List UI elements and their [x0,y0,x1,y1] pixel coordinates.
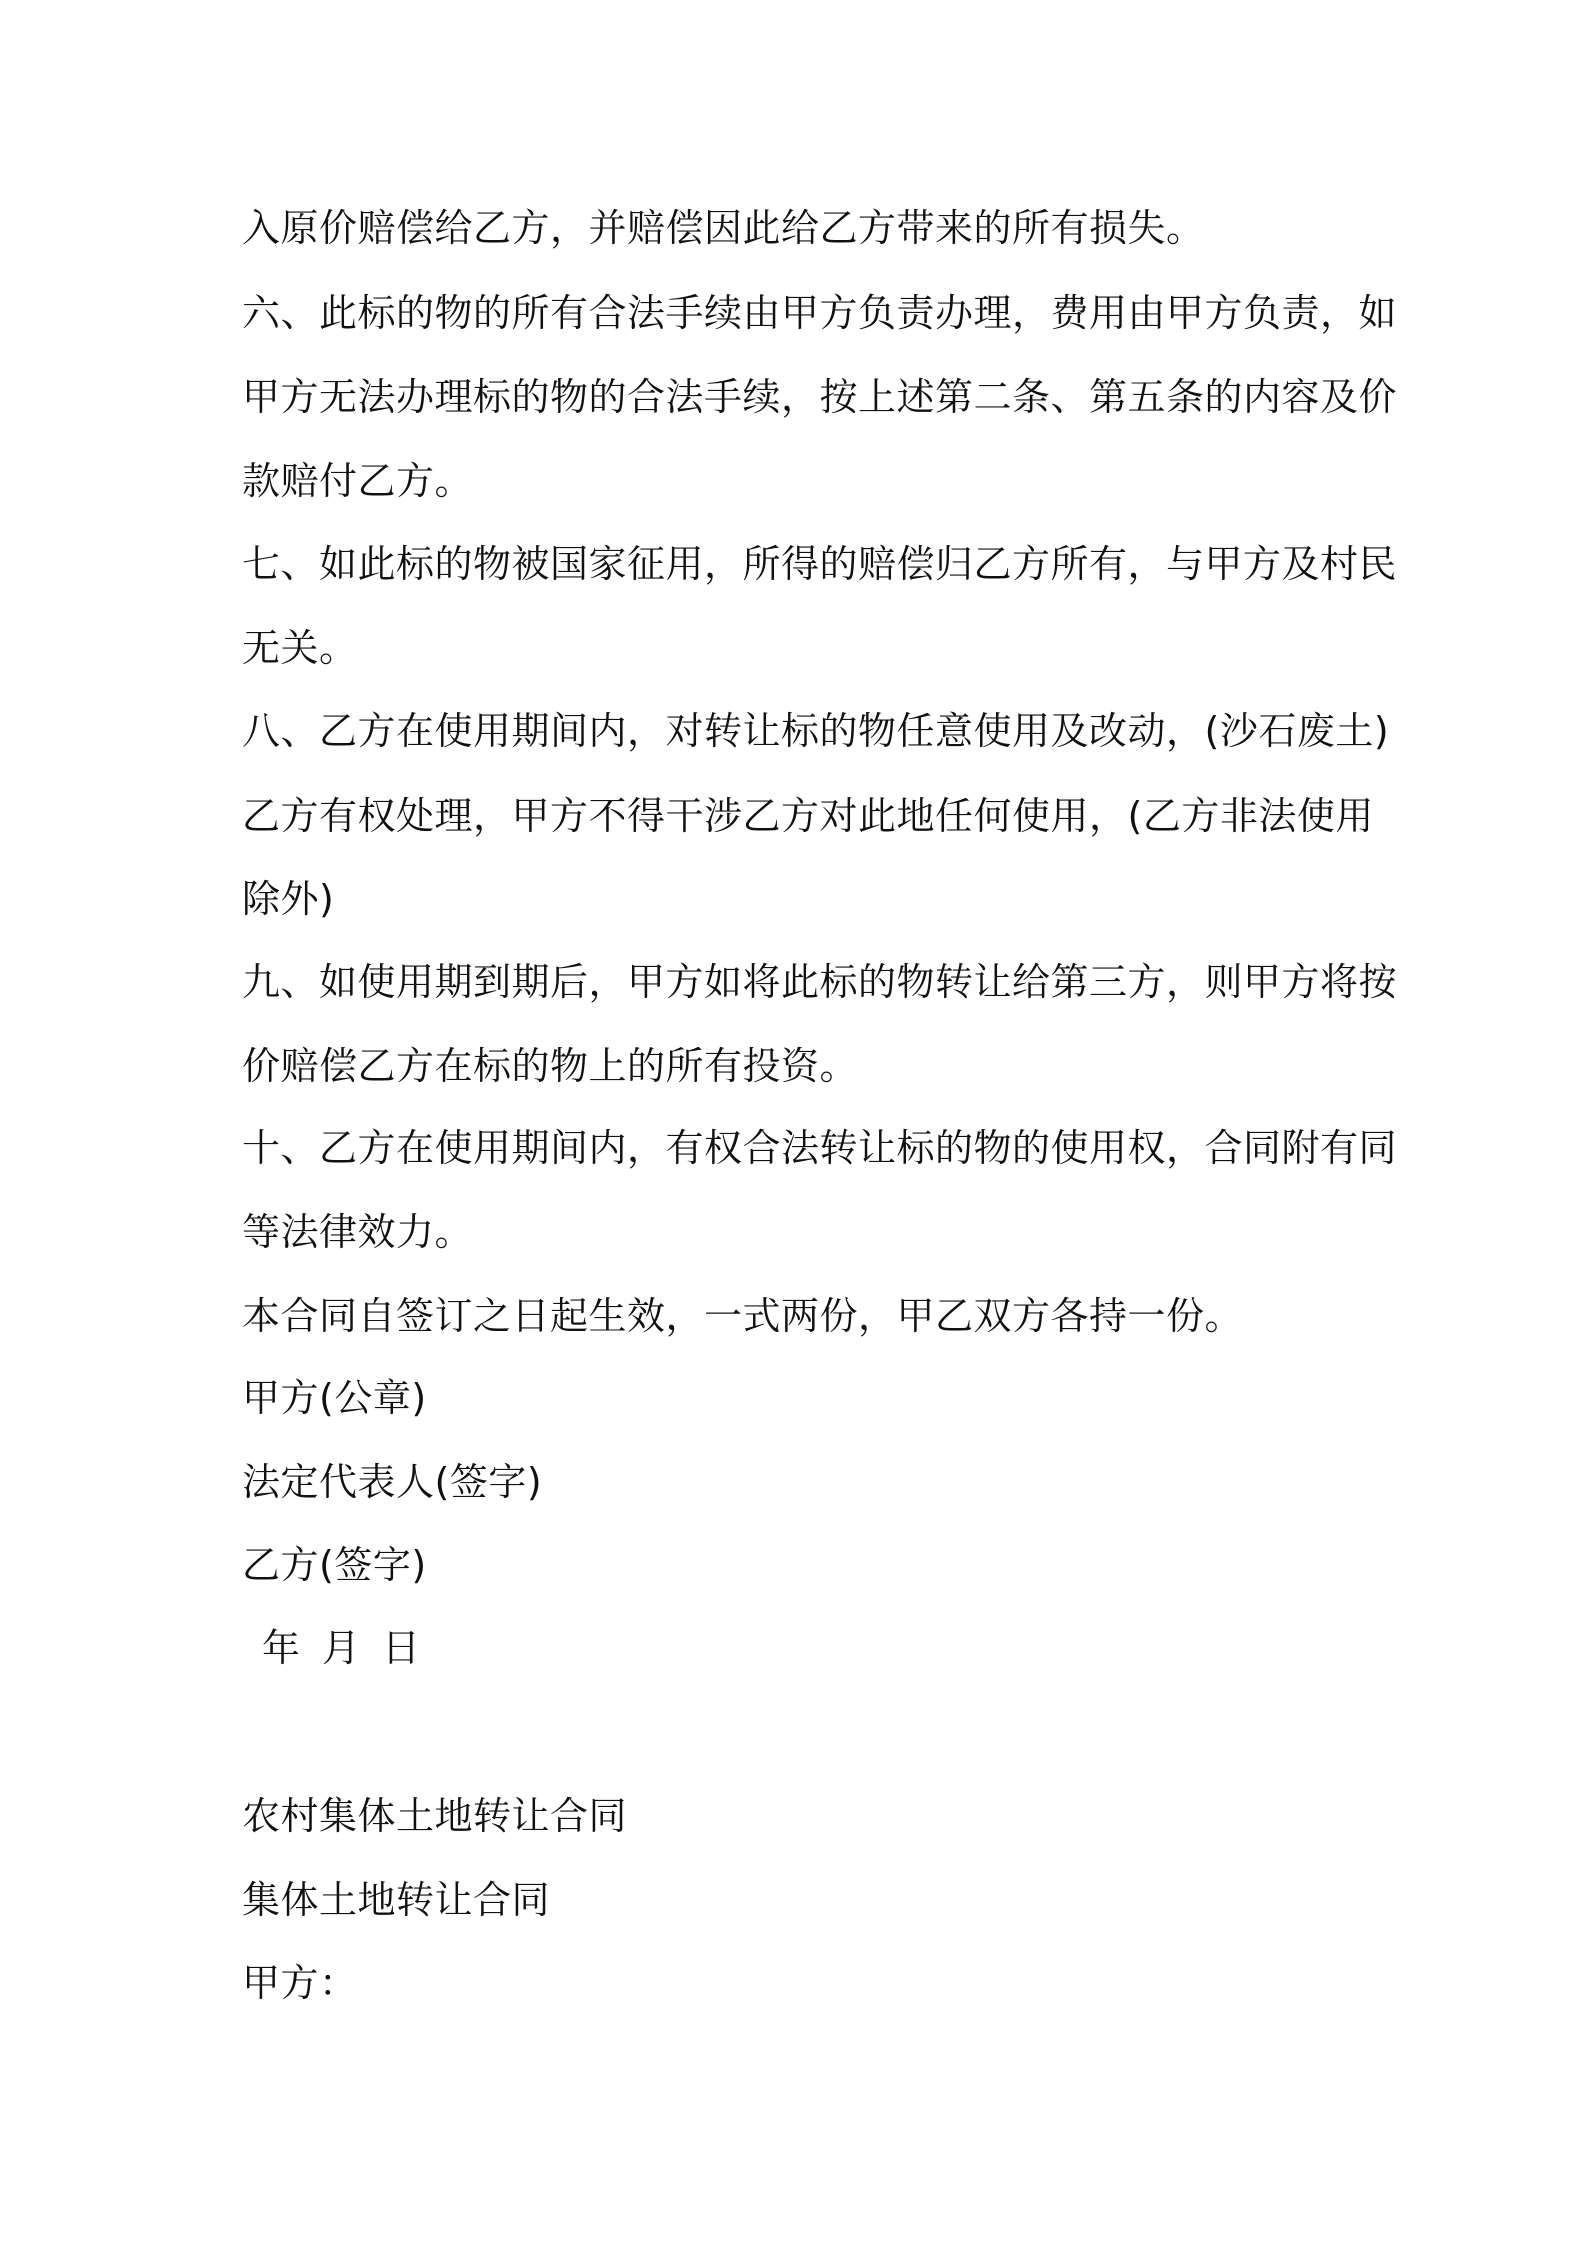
clause-six-line-2: 甲方无法办理标的物的合法手续，按上述第二条、第五条的内容及价 [242,375,1398,419]
clause-ten-line-1: 十、乙方在使用期间内，有权合法转让标的物的使用权，合同附有同 [242,1126,1398,1170]
clause-ten-line-2: 等法律效力。 [242,1210,474,1254]
next-contract-party-a: 甲方： [242,1961,358,2005]
date-year: 年 [262,1626,301,1670]
clause-five-continuation: 入原价赔偿给乙方，并赔偿因此给乙方带来的所有损失。 [242,206,1205,250]
clause-seven-line-1: 七、如此标的物被国家征用，所得的赔偿归乙方所有，与甲方及村民 [242,542,1398,586]
date-day: 日 [382,1626,421,1670]
date-month: 月 [322,1626,361,1670]
clause-six-line-3: 款赔付乙方。 [242,459,474,503]
next-contract-title: 农村集体土地转让合同 [242,1794,628,1838]
party-b-signature-line: 乙方(签字) [242,1543,427,1587]
contract-effect-line: 本合同自签订之日起生效，一式两份，甲乙双方各持一份。 [242,1294,1244,1338]
party-a-seal-line: 甲方(公章) [242,1376,427,1420]
clause-eight-line-3: 除外) [242,877,335,921]
clause-eight-line-1: 八、乙方在使用期间内，对转让标的物任意使用及改动，(沙石废土) [242,709,1390,753]
next-contract-subtitle: 集体土地转让合同 [242,1878,551,1922]
legal-representative-line: 法定代表人(签字) [242,1460,543,1504]
clause-six-line-1: 六、此标的物的所有合法手续由甲方负责办理，费用由甲方负责，如 [242,291,1398,335]
clause-eight-line-2: 乙方有权处理，甲方不得干涉乙方对此地任何使用，(乙方非法使用 [242,794,1374,838]
clause-seven-line-2: 无关。 [242,626,358,670]
clause-nine-line-2: 价赔偿乙方在标的物上的所有投资。 [242,1044,859,1088]
clause-nine-line-1: 九、如使用期到期后，甲方如将此标的物转让给第三方，则甲方将按 [242,960,1398,1004]
date-line [262,1624,1382,1672]
